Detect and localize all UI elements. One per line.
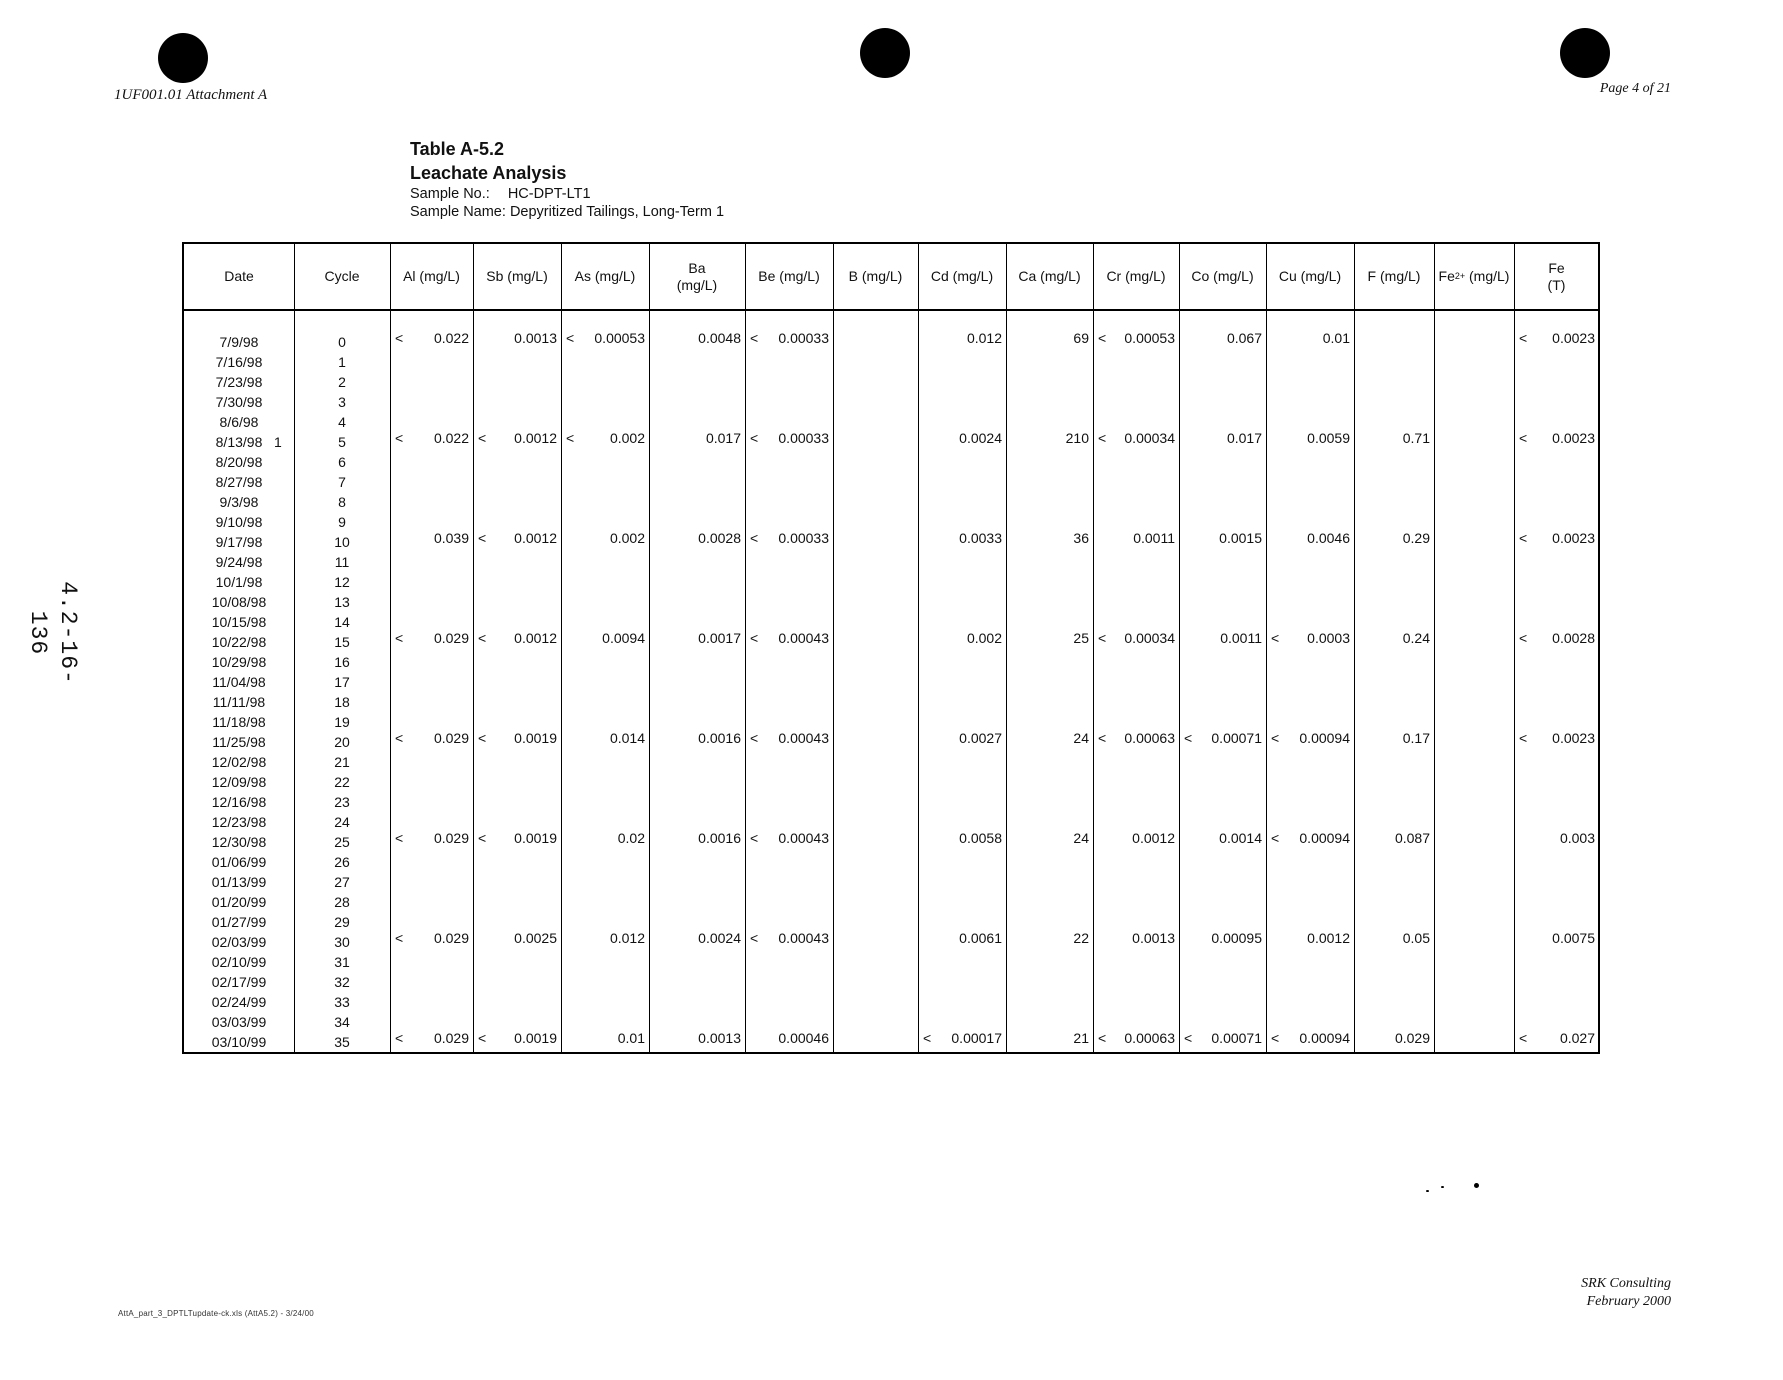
result-value-cd: 0.0027 [959,730,1002,746]
less-than-qualifier: < [1184,730,1193,746]
leachate-analysis-table [182,242,1600,1054]
result-value-cd: 0.002 [966,630,1002,646]
punch-hole-left [158,33,208,83]
footer-company-name: SRK Consulting [1581,1276,1671,1291]
less-than-qualifier: < [1098,730,1107,746]
date-cell: 01/20/99 [211,894,267,910]
result-value-ba: 0.0016 [698,730,741,746]
cycle-cell: 19 [334,714,350,730]
less-than-qualifier: < [1098,630,1107,646]
less-than-qualifier: < [1519,1030,1528,1046]
result-value-ba: 0.0024 [698,930,741,946]
result-value-be: 0.00033 [778,430,829,446]
date-cell: 7/30/98 [215,394,263,410]
result-value-fet: 0.0028 [1552,630,1595,646]
result-value-cd: 0.0058 [959,830,1002,846]
column-header-be: Be (mg/L) [758,268,820,284]
result-value-ca: 24 [1073,830,1089,846]
result-value-as: 0.0094 [602,630,645,646]
less-than-qualifier: < [478,1030,487,1046]
date-cell: 9/17/98 [215,534,263,550]
date-cell: 8/13/98 [215,434,263,450]
cycle-cell: 21 [334,754,350,770]
column-header-date: Date [224,268,254,284]
result-value-fet: 0.027 [1559,1030,1595,1046]
cycle-cell: 11 [334,554,350,570]
result-value-al: 0.029 [433,1030,469,1046]
less-than-qualifier: < [1519,530,1528,546]
column-divider [1514,244,1515,1052]
less-than-qualifier: < [395,830,404,846]
result-value-as: 0.01 [617,1030,645,1046]
cycle-cell: 31 [334,954,350,970]
result-value-co: 0.00071 [1211,730,1262,746]
footer-company [1581,1275,1671,1311]
less-than-qualifier: < [395,930,404,946]
result-value-co: 0.00071 [1211,1030,1262,1046]
header-rule [184,309,1598,311]
result-value-sb: 0.0012 [514,430,557,446]
result-value-f: 0.17 [1402,730,1430,746]
result-value-ca: 24 [1073,730,1089,746]
result-value-f: 0.29 [1402,530,1430,546]
less-than-qualifier: < [1098,430,1107,446]
table-name: Leachate Analysis [410,163,567,183]
result-value-cd: 0.0024 [959,430,1002,446]
less-than-qualifier: < [750,530,759,546]
date-cell: 03/03/99 [211,1014,267,1030]
column-divider [1093,244,1094,1052]
result-value-cu: 0.00094 [1299,830,1350,846]
column-header-ba: Ba (mg/L) [676,259,718,293]
cycle-cell: 34 [334,1014,350,1030]
date-cell: 10/1/98 [215,574,263,590]
result-value-be: 0.00043 [778,830,829,846]
result-value-al: 0.022 [433,430,469,446]
date-cell: 12/30/98 [211,834,267,850]
result-value-ca: 69 [1073,330,1089,346]
column-divider [390,244,391,1052]
result-value-ba: 0.0028 [698,530,741,546]
cycle-cell: 26 [334,854,350,870]
date-cell: 9/3/98 [219,494,259,510]
column-divider [561,244,562,1052]
cycle-cell: 1 [338,354,346,370]
cycle-cell: 8 [338,494,346,510]
result-value-cd: 0.0061 [959,930,1002,946]
result-value-cr: 0.00063 [1124,1030,1175,1046]
result-value-cu: 0.01 [1322,330,1350,346]
result-value-cd: 0.0033 [959,530,1002,546]
cycle-cell: 32 [334,974,350,990]
table-id: Table A-5.2 [410,139,505,159]
result-value-be: 0.00046 [778,1030,829,1046]
less-than-qualifier: < [566,330,575,346]
date-cell: 11/04/98 [212,674,266,690]
result-value-al: 0.029 [433,930,469,946]
result-value-fet: 0.0023 [1552,530,1595,546]
date-cell: 02/03/99 [211,934,267,950]
less-than-qualifier: < [478,730,487,746]
less-than-qualifier: < [1271,730,1280,746]
date-cell: 10/29/98 [211,654,267,670]
result-value-f: 0.087 [1394,830,1430,846]
less-than-qualifier: < [1271,830,1280,846]
result-value-be: 0.00033 [778,530,829,546]
date-cell: 7/16/98 [215,354,263,370]
column-divider [1266,244,1267,1052]
less-than-qualifier: < [1271,630,1280,646]
date-cell: 03/10/99 [211,1034,267,1050]
result-value-cr: 0.00034 [1124,630,1175,646]
result-value-sb: 0.0012 [514,630,557,646]
result-value-as: 0.002 [609,530,645,546]
header-left: 1UF001.01 Attachment A [114,87,268,103]
sample-no-label: Sample No.: [410,186,490,202]
less-than-qualifier: < [395,430,404,446]
table-title-block [410,137,724,221]
result-value-be: 0.00043 [778,930,829,946]
punch-hole-right [1560,28,1610,78]
date-cell: 10/08/98 [211,594,267,610]
result-value-as: 0.00053 [594,330,645,346]
less-than-qualifier: < [1519,430,1528,446]
result-value-be: 0.00043 [778,730,829,746]
date-cell: 01/27/99 [211,914,267,930]
header-page-number: Page 4 of 21 [1599,81,1671,96]
result-value-sb: 0.0019 [514,1030,557,1046]
less-than-qualifier: < [750,430,759,446]
result-value-ba: 0.0017 [698,630,741,646]
result-value-cu: 0.0012 [1307,930,1350,946]
less-than-qualifier: < [478,830,487,846]
result-value-ca: 21 [1073,1030,1089,1046]
result-value-al: 0.022 [433,330,469,346]
result-value-co: 0.0015 [1219,530,1262,546]
result-value-cu: 0.0046 [1307,530,1350,546]
column-header-fet: Fe (T) [1547,259,1566,293]
sample-name-label: Sample Name: [410,204,506,220]
scan-speck [1426,1190,1429,1192]
less-than-qualifier: < [1271,1030,1280,1046]
footer-date: February 2000 [1586,1294,1671,1309]
less-than-qualifier: < [750,330,759,346]
cycle-cell: 14 [334,614,350,630]
result-value-al: 0.029 [433,630,469,646]
result-value-fet: 0.0023 [1552,330,1595,346]
cycle-cell: 27 [334,874,350,890]
less-than-qualifier: < [923,1030,932,1046]
cycle-cell: 28 [334,894,350,910]
result-value-cd: 0.012 [966,330,1002,346]
result-value-f: 0.71 [1402,430,1430,446]
result-value-cr: 0.0012 [1132,830,1175,846]
cycle-cell: 16 [334,654,350,670]
less-than-qualifier: < [1098,330,1107,346]
date-cell: 02/24/99 [211,994,267,1010]
date-cell: 8/27/98 [215,474,263,490]
cycle-cell: 22 [334,774,350,790]
result-value-sb: 0.0013 [514,330,557,346]
result-value-fet: 0.0075 [1552,930,1595,946]
less-than-qualifier: < [1519,730,1528,746]
side-document-code: 4.2-16-136 [25,581,81,685]
column-divider [918,244,919,1052]
cycle-cell: 3 [338,394,346,410]
less-than-qualifier: < [750,830,759,846]
cycle-cell: 25 [334,834,350,850]
column-header-f: F (mg/L) [1367,268,1421,284]
date-cell: 12/02/98 [211,754,267,770]
date-cell: 12/09/98 [211,774,267,790]
column-header-ca: Ca (mg/L) [1018,268,1081,284]
date-cell: 7/23/98 [215,374,263,390]
result-value-co: 0.017 [1226,430,1262,446]
scan-speck [1474,1183,1479,1188]
column-header-co: Co (mg/L) [1191,268,1254,284]
result-value-fet: 0.003 [1559,830,1595,846]
result-value-sb: 0.0012 [514,530,557,546]
result-value-ca: 22 [1073,930,1089,946]
result-value-sb: 0.0025 [514,930,557,946]
sample-no-line [410,185,724,203]
sample-name-line [410,203,724,221]
result-value-co: 0.0014 [1219,830,1262,846]
less-than-qualifier: < [566,430,575,446]
footer-file-reference: AttA_part_3_DPTLTupdate-ck.xls (AttA5.2) - 3/24/00 [118,1309,314,1318]
less-than-qualifier: < [1184,1030,1193,1046]
punch-hole-center [860,28,910,78]
less-than-qualifier: < [1098,1030,1107,1046]
less-than-qualifier: < [1519,330,1528,346]
cycle-cell: 13 [334,594,350,610]
less-than-qualifier: < [395,330,404,346]
cycle-cell: 18 [334,694,350,710]
date-cell: 11/25/98 [212,734,266,750]
result-value-as: 0.02 [617,830,645,846]
column-divider [1006,244,1007,1052]
result-value-cr: 0.0011 [1133,530,1175,546]
result-value-ca: 36 [1073,530,1089,546]
result-value-cr: 0.0013 [1132,930,1175,946]
date-cell: 10/15/98 [211,614,267,630]
result-value-co: 0.0011 [1220,630,1262,646]
cycle-cell: 4 [338,414,346,430]
less-than-qualifier: < [395,1030,404,1046]
sample-name-value: Depyritized Tailings, Long-Term 1 [509,204,725,220]
result-value-cd: 0.00017 [951,1030,1002,1046]
sample-no-value: HC-DPT-LT1 [507,186,591,202]
column-header-fe2: Fe 2+ (mg/L) [1438,268,1510,284]
cycle-cell: 30 [334,934,350,950]
date-cell: 11/11/98 [212,694,266,710]
column-divider [745,244,746,1052]
column-header-sb: Sb (mg/L) [486,268,548,284]
cycle-cell: 23 [334,794,350,810]
column-divider [1354,244,1355,1052]
result-value-ba: 0.0048 [698,330,741,346]
less-than-qualifier: < [1519,630,1528,646]
result-value-cr: 0.00053 [1124,330,1175,346]
result-value-cr: 0.00034 [1124,430,1175,446]
result-value-cu: 0.00094 [1299,730,1350,746]
cycle-cell: 7 [338,474,346,490]
cycle-cell: 9 [338,514,346,530]
date-cell: 02/10/99 [211,954,267,970]
cycle-cell: 2 [338,374,346,390]
result-value-al: 0.029 [433,730,469,746]
date-cell: 7/9/98 [219,334,259,350]
cycle-cell: 5 [338,434,346,450]
column-divider [1179,244,1180,1052]
less-than-qualifier: < [750,730,759,746]
result-value-f: 0.029 [1394,1030,1430,1046]
cycle-cell: 20 [334,734,350,750]
less-than-qualifier: < [478,530,487,546]
cycle-cell: 10 [334,534,350,550]
cycle-cell: 12 [334,574,350,590]
result-value-be: 0.00033 [778,330,829,346]
column-header-cr: Cr (mg/L) [1106,268,1166,284]
result-value-f: 0.24 [1402,630,1430,646]
result-value-as: 0.014 [609,730,645,746]
result-value-sb: 0.0019 [514,830,557,846]
column-divider [473,244,474,1052]
result-value-al: 0.039 [433,530,469,546]
less-than-qualifier: < [750,930,759,946]
column-header-cd: Cd (mg/L) [930,268,994,284]
less-than-qualifier: < [750,630,759,646]
date-cell: 11/18/98 [212,714,266,730]
result-value-al: 0.029 [433,830,469,846]
cycle-cell: 33 [334,994,350,1010]
column-divider [1434,244,1435,1052]
result-value-co: 0.067 [1226,330,1262,346]
less-than-qualifier: < [395,730,404,746]
result-value-fet: 0.0023 [1552,430,1595,446]
date-cell: 02/17/99 [211,974,267,990]
scan-speck [1441,1186,1444,1188]
result-value-fet: 0.0023 [1552,730,1595,746]
date-cell: 12/23/98 [211,814,267,830]
column-header-cycle: Cycle [324,268,360,284]
column-header-cu: Cu (mg/L) [1278,268,1342,284]
cycle-cell: 29 [334,914,350,930]
date-cell: 9/10/98 [215,514,263,530]
cycle-cell: 6 [338,454,346,470]
cycle-cell: 24 [334,814,350,830]
result-value-cu: 0.00094 [1299,1030,1350,1046]
result-value-ba: 0.0016 [698,830,741,846]
cycle-cell: 15 [334,634,350,650]
result-value-f: 0.05 [1402,930,1430,946]
date-cell: 9/24/98 [215,554,263,570]
column-header-as: As (mg/L) [574,268,636,284]
column-header-al: Al (mg/L) [403,268,460,284]
cycle-cell: 17 [334,674,350,690]
result-value-as: 0.002 [609,430,645,446]
date-cell: 01/06/99 [211,854,267,870]
result-value-as: 0.012 [609,930,645,946]
result-value-cr: 0.00063 [1124,730,1175,746]
column-divider [649,244,650,1052]
result-value-ca: 210 [1065,430,1089,446]
date-cell: 12/16/98 [211,794,267,810]
column-header-b: B (mg/L) [848,268,903,284]
date-cell: 10/22/98 [211,634,267,650]
result-value-ca: 25 [1073,630,1089,646]
result-value-ba: 0.0013 [698,1030,741,1046]
column-divider [833,244,834,1052]
result-value-sb: 0.0019 [514,730,557,746]
result-value-cu: 0.0003 [1307,630,1350,646]
result-value-be: 0.00043 [778,630,829,646]
less-than-qualifier: < [395,630,404,646]
less-than-qualifier: < [478,630,487,646]
less-than-qualifier: < [478,430,487,446]
date-cell: 8/20/98 [215,454,263,470]
result-value-cu: 0.0059 [1307,430,1350,446]
result-value-ba: 0.017 [705,430,741,446]
cycle-cell: 0 [338,334,346,350]
date-cell: 8/6/98 [219,414,259,430]
cycle-cell: 35 [334,1034,350,1050]
date-cell: 01/13/99 [211,874,267,890]
stray-annotation: 1 [274,434,282,450]
result-value-co: 0.00095 [1211,930,1262,946]
